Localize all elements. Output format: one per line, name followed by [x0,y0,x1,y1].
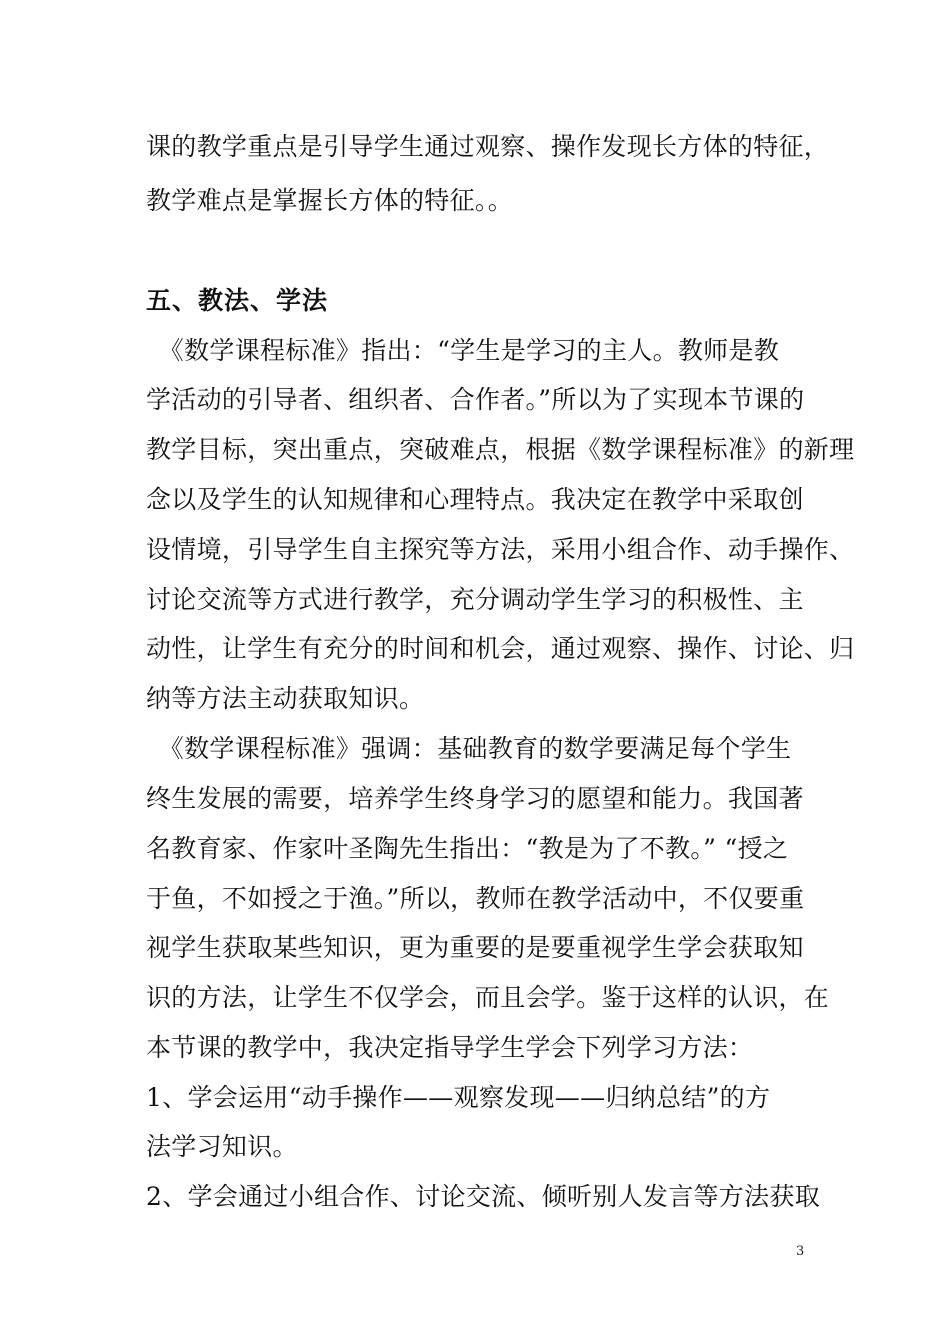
paragraph-2-line: 名教育家、作家叶圣陶先生指出：“教是为了不教。” “授之 [146,834,789,863]
paragraph-1-line: 念以及学生的认知规律和心理特点。我决定在教学中采取创 [146,485,804,514]
paragraph-1-line: 讨论交流等方式进行教学，充分调动学生学习的积极性、主 [146,585,804,614]
paragraph-2-line: 识的方法，让学生不仅学会，而且会学。鉴于这样的认识，在 [146,983,830,1012]
section-heading: 五、教法、学法 [146,286,329,315]
paragraph-1-line: 学活动的引导者、组织者、合作者。”所以为了实现本节课的 [146,385,805,414]
paragraph-2-line: 视学生获取某些知识，更为重要的是要重视学生学会获取知 [146,933,804,962]
list-item-1-line: 1、学会运用“动手操作——观察发现——归纳总结”的方 [146,1083,771,1112]
paragraph-2-line: 终生发展的需要，培养学生终身学习的愿望和能力。我国著 [146,784,804,813]
list-item-2-line: 2、学会通过小组合作、讨论交流、倾听别人发言等方法获取 [146,1182,821,1211]
paragraph-1-line: 动性，让学生有充分的时间和机会，通过观察、操作、讨论、归 [146,634,855,663]
paragraph-1-line: 《数学课程标准》指出：“学生是学习的主人。教师是教 [146,336,780,365]
paragraph-2-line: 《数学课程标准》强调：基础教育的数学要满足每个学生 [146,734,792,763]
paragraph-1-line: 纳等方法主动获取知识。 [146,684,425,713]
intro-line: 课的教学重点是引导学生通过观察、操作发现长方体的特征， [146,132,830,161]
page-number: 3 [796,1244,805,1259]
paragraph-2-line: 本节课的教学中，我决定指导学生学会下列学习方法： [146,1033,754,1062]
intro-line: 教学难点是掌握长方体的特征。。 [146,186,514,215]
list-item-1-line: 法学习知识。 [146,1132,298,1161]
paragraph-1-line: 设情境，引导学生自主探究等方法，采用小组合作、动手操作、 [146,535,855,564]
paragraph-1-line: 教学目标，突出重点，突破难点，根据《数学课程标准》的新理 [146,435,855,464]
paragraph-2-line: 于鱼，不如授之于渔。”所以，教师在教学活动中，不仅要重 [146,884,805,913]
